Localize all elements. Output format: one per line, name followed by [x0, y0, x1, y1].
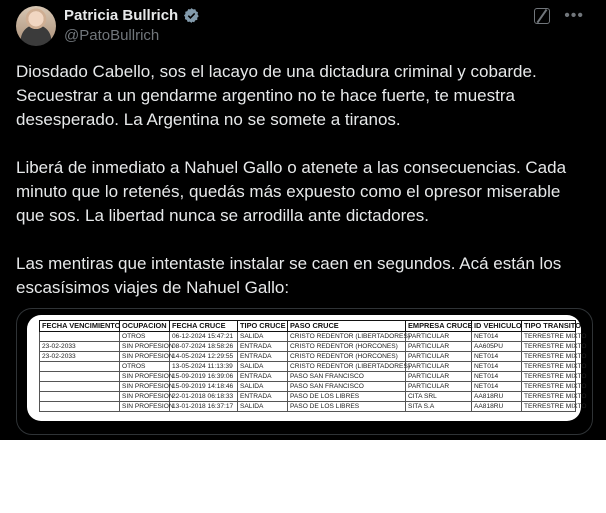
table-cell: SIN PROFESION: [120, 372, 170, 382]
top-actions: [534, 8, 584, 24]
table-cell: TERRESTRE MIXTO: [522, 352, 576, 362]
table-cell: ENTRADA: [238, 392, 288, 402]
table-cell: AA605PU: [472, 342, 522, 352]
table-cell: [40, 372, 120, 382]
table-cell: PARTICULAR: [406, 332, 472, 342]
table-cell: TERRESTRE MIXTO: [522, 402, 576, 412]
table-cell: SIN PROFESION: [120, 382, 170, 392]
avatar[interactable]: [16, 6, 56, 46]
grok-icon[interactable]: [534, 8, 550, 24]
table-cell: CRISTO REDENTOR (HORCONES): [288, 352, 406, 362]
table-cell: PARTICULAR: [406, 362, 472, 372]
table-header-row: [40, 321, 576, 332]
table-cell: 08-07-2024 18:58:26: [170, 342, 238, 352]
table-cell: TERRESTRE MIXTO: [522, 382, 576, 392]
table-cell: 13-05-2024 11:13:39: [170, 362, 238, 372]
table-cell: SALIDA: [238, 362, 288, 372]
table-row: [40, 332, 576, 342]
table-cell: TERRESTRE MIXTO: [522, 342, 576, 352]
table-header-cell: FECHA CRUCE: [170, 321, 238, 332]
table-cell: 22-01-2018 06:18:33: [170, 392, 238, 402]
table-cell: PASO DE LOS LIBRES: [288, 392, 406, 402]
table-cell: [40, 382, 120, 392]
table-cell: 23-02-2033: [40, 352, 120, 362]
table-cell: TERRESTRE MIXTO: [522, 392, 576, 402]
table-cell: 06-12-2024 15:47:21: [170, 332, 238, 342]
table-cell: 14-05-2024 12:29:55: [170, 352, 238, 362]
table-row: [40, 402, 576, 412]
table-cell: ENTRADA: [238, 372, 288, 382]
post-paragraph: Las mentiras que intentaste instalar se caen en segundos. Acá están los escasísimos viajes de Nahuel Gallo:: [16, 254, 562, 297]
table-cell: SALIDA: [238, 382, 288, 392]
table-cell: PARTICULAR: [406, 342, 472, 352]
table-cell: ENTRADA: [238, 342, 288, 352]
table-cell: NET014: [472, 332, 522, 342]
table-cell: NET014: [472, 352, 522, 362]
table-row: [40, 392, 576, 402]
table-row: [40, 382, 576, 392]
table-body: [40, 332, 587, 412]
table-cell: SIN PROFESION: [120, 342, 170, 352]
post-paragraph: Liberá de inmediato a Nahuel Gallo o atenete a las consecuencias. Cada minuto que lo retenés, quedás más expuesto como el opresor miserable que sos. La libertad nunca se arrodilla ante dictadores.: [16, 158, 567, 225]
table-cell: SIN PROFESION: [120, 352, 170, 362]
table-cell: PARTICULAR: [406, 352, 472, 362]
author-name-row: [64, 7, 200, 24]
table-header-cell: PASO CRUCE: [288, 321, 406, 332]
table-cell: TERRESTRE MIXTO: [522, 332, 576, 342]
table-cell: PASO DE LOS LIBRES: [288, 402, 406, 412]
crossings-table: [39, 320, 587, 412]
more-icon[interactable]: •••: [564, 7, 584, 24]
document-image: [27, 315, 587, 421]
table-cell: OTROS: [120, 332, 170, 342]
table-header-cell: FECHA VENCIMIENTO: [40, 321, 120, 332]
table-cell: [40, 392, 120, 402]
table-cell: NET014: [472, 382, 522, 392]
table-cell: SALIDA: [238, 332, 288, 342]
table-cell: SITA S.A: [406, 402, 472, 412]
table-header-cell: TIPO TRANSITO: [522, 321, 576, 332]
post-text: [16, 60, 592, 324]
table-cell: 13-01-2018 16:37:17: [170, 402, 238, 412]
table-cell: 15-09-2019 14:18:46: [170, 382, 238, 392]
table-cell: CITA SRL: [406, 392, 472, 402]
table-header-cell: TIPO CRUCE: [238, 321, 288, 332]
table-cell: 23-02-2033: [40, 342, 120, 352]
table-cell: NET014: [472, 362, 522, 372]
table-cell: PARTICULAR: [406, 382, 472, 392]
post-media[interactable]: [16, 308, 593, 435]
table-cell: CRISTO REDENTOR (LIBERTADORES): [288, 332, 406, 342]
table-row: [40, 362, 576, 372]
table-cell: NET014: [472, 372, 522, 382]
table-cell: TERRESTRE MIXTO: [522, 372, 576, 382]
author-display-name[interactable]: Patricia Bullrich: [64, 7, 179, 24]
table-cell: PARTICULAR: [406, 372, 472, 382]
table-row: [40, 342, 576, 352]
table-row: [40, 352, 576, 362]
table-cell: [40, 402, 120, 412]
table-cell: AA818RU: [472, 402, 522, 412]
table-cell: CRISTO REDENTOR (HORCONES): [288, 342, 406, 352]
table-header-cell: OCUPACION: [120, 321, 170, 332]
table-cell: SIN PROFESION: [120, 402, 170, 412]
post-paragraph: Diosdado Cabello, sos el lacayo de una dictadura criminal y cobarde. Secuestrar a un gendarme argentino no te hace fuerte, te muestra desesperado. La Argentina no se somete a tiranos.: [16, 62, 537, 129]
table-cell: PASO SAN FRANCISCO: [288, 372, 406, 382]
table-cell: CRISTO REDENTOR (LIBERTADORES): [288, 362, 406, 372]
table-header-cell: ID VEHICULO: [472, 321, 522, 332]
table-cell: 15-09-2019 16:39:06: [170, 372, 238, 382]
verified-badge-icon: [183, 7, 200, 24]
table-cell: ENTRADA: [238, 352, 288, 362]
table-header-cell: EMPRESA CRUCE: [406, 321, 472, 332]
table-cell: PASO SAN FRANCISCO: [288, 382, 406, 392]
table-row: [40, 372, 576, 382]
table-cell: OTROS: [120, 362, 170, 372]
table-cell: SIN PROFESION: [120, 392, 170, 402]
table-cell: [40, 362, 120, 372]
table-cell: TERRESTRE MIXTO: [522, 362, 576, 372]
author-handle[interactable]: @PatoBullrich: [64, 27, 160, 44]
table-cell: [40, 332, 120, 342]
table-cell: SALIDA: [238, 402, 288, 412]
table-cell: AA818RU: [472, 392, 522, 402]
